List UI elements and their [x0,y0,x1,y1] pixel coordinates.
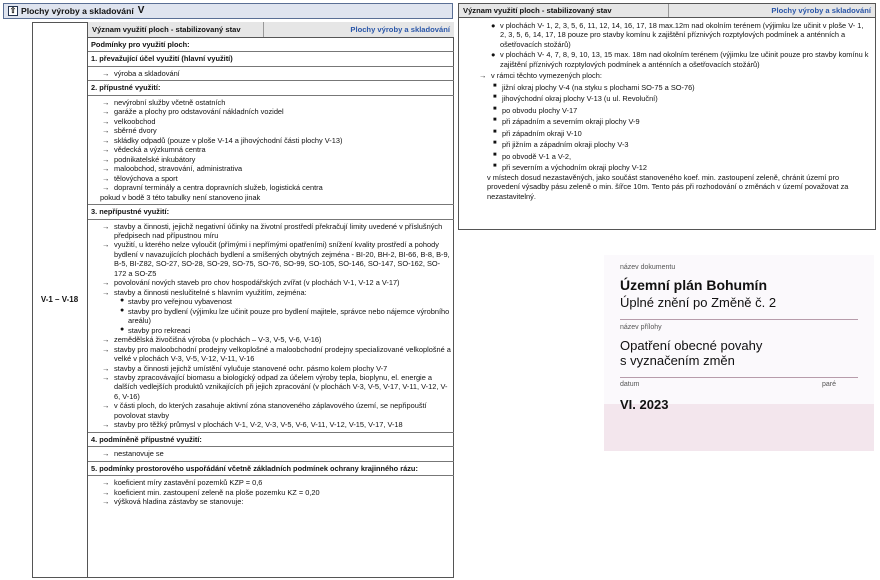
square-item: ■ při jižním a západním okraji plochy V-3 [493,140,629,150]
table-header [88,22,454,38]
bullet-icon: ● [491,21,496,30]
arrow-right-icon: → [102,478,110,488]
section-5-title: 5. podmínky prostorového uspořádání včetně základních podmínek ochrany krajinného rázu: [88,462,454,476]
arrow-right-icon: → [102,68,110,78]
arrow-right-icon: → [102,278,110,288]
list-item: → stavby a činnosti, jejichž negativní účinky na životní prostředí překračují limity uvedené v příslušných předpisech nad přípustnou míru [102,221,443,240]
square-item: ■ jižní okraj plochy V-4 (na styku s plochami SO-75 a SO-76) [493,82,695,92]
chevron-down-icon[interactable]: V [137,4,145,16]
list-item: → dopravní terminály a centra dopravních služeb, logistická centra [102,183,323,193]
arrow-right-icon: → [102,116,110,126]
arrow-right-icon: → [102,373,110,382]
bullet-item: ● stavby pro veřejnou vybavenost [120,297,232,307]
list-item: → podnikatelské inkubátory [102,154,196,164]
arrow-right-icon: → [102,487,110,497]
square-bullet-icon: ■ [493,82,497,89]
arrow-right-icon: → [102,240,110,250]
section-4-body [88,447,454,461]
bullet-icon: ● [120,306,125,314]
section-5-body [88,476,454,508]
bullet-item: ● v plochách V- 1, 2, 3, 5, 6, 11, 12, 14, 16, 17, 18 max.12m nad okolním terénem (výjimku lze učinit v ploše V- 1, 2, 3, 5, 6, 14, 17, 18 pouze pro stavby komínu k zajištění příznivých rozptylových podmínek a anténních a ošetřovacích stožárů) [491,21,864,49]
arrow-right-icon: → [102,449,110,459]
bullet-icon: ● [120,297,125,305]
square-item: ■ jihovýchodní okraj plochy V-13 (u ul. Revoluční) [493,94,658,104]
bullet-icon: ● [120,325,125,333]
list-item: → povolování nových staveb pro chov hospodářských zvířat (v plochách V-1, V-12 a V-17) [102,278,400,288]
square-bullet-icon: ■ [493,163,497,170]
section-3-title: 3. nepřípustné využití: [88,205,454,219]
left-content [88,22,454,509]
list-item: → stavby a činnosti jejichž umístění vylučuje stanovené ochr. pásmo kolem plochy V-7 [102,363,388,373]
right-table [458,3,876,230]
table-header-left: Význam využití ploch - stabilizovaný stav [88,22,264,37]
list-item: → koeficient min. zastoupení zeleně na ploše pozemku KZ = 0,20 [102,487,320,497]
arrow-right-icon: → [102,497,110,507]
square-item: ■ při severním a východním okraji plochy V-12 [493,163,648,173]
square-item: ■ při západním a severním okraji plochy V-9 [493,117,640,127]
doc-label: název dokumentu [620,264,676,271]
area-code: V-1 – V-18 [32,22,88,578]
section-3-body [88,220,454,433]
table-header-left: Význam využití ploch - stabilizovaný stav [459,4,669,17]
date-label: datum [620,381,640,388]
square-bullet-icon: ■ [493,151,497,158]
section-2-title: 2. přípustné využití: [88,81,454,95]
bullet-item: ● stavby pro bydlení (výjimku lze učinit pouze pro bydlení majitele, správce nebo nájemce výrobního areálu) [120,306,450,326]
section-tab[interactable] [3,3,453,19]
list-item: → tělovýchova a sport [102,173,178,183]
arrow-right-icon: → [102,126,110,136]
list-item: → zemědělská živočišná výroba (v plochách – V-3, V-5, V-6, V-16) [102,335,322,345]
arrow-right-icon: → [102,164,110,174]
arrow-right-icon: → [102,183,110,193]
list-item: → stavby pro maloobchodní prodejny velkoplošné a maloobchodní prodejny specializované velkoplošné a velké v plochách V-3, V-5, V-12, V-11, V-16 [102,344,451,364]
arrow-right-icon: → [102,401,110,411]
arrow-right-icon: → [102,335,110,345]
doc-subtitle: Úplné znění po Změně č. 2 [620,295,777,310]
table-header [459,4,875,18]
arrow-right-icon: → [102,173,110,183]
arrow-right-icon: → [102,420,110,430]
list-item: → výroba a skladování [102,68,180,78]
bullet-item: ● v plochách V- 4, 7, 8, 9, 10, 13, 15 max. 18m nad okolním terénem (výjimku lze učinit pouze pro stavby komínu k zajištění příznivých rozptylových podmínek a anténních a ošetřovacích stožárů) [491,50,869,69]
copy-label: paré [822,381,837,388]
table-header-right: Plochy výroby a skladování [771,5,871,15]
title-card [604,255,874,451]
right-body [459,18,875,203]
attachment-title-1: Opatření obecné povahy [620,338,763,353]
square-item: ■ po obvodu plochy V-17 [493,105,578,115]
list-item: → velkoobchod [102,116,156,126]
list-item: → vědecká a výzkumná centra [102,145,206,155]
list-item: → skládky odpadů (pouze v ploše V-14 a jihovýchodní části plochy V-13) [102,135,343,145]
arrow-right-icon: → [479,71,487,81]
date-value: VI. 2023 [620,397,669,412]
list-item: → v rámci těchto vymezených ploch: [479,71,602,81]
list-item: → stavby a činnosti neslučitelné s hlavním využitím, zejména: [102,287,307,297]
arrow-right-icon: → [102,363,110,373]
square-item: ■ při západním okraji V-10 [493,128,582,138]
attachment-label: název přílohy [620,324,662,331]
arrow-right-icon: → [102,135,110,145]
list-item: → výšková hladina zástavby se stanovuje: [102,497,244,507]
arrow-right-icon: → [102,145,110,155]
arrow-right-icon: → [102,344,110,354]
bullet-item: ● stavby pro rekreaci [120,325,191,335]
footer-text: v místech dosud nezastavěných, jako součást stanoveného koef. min. zastoupení zeleně, chránit území pro provedení výsadby pásu zeleně o min. šířce 10m. Tento pás při rozhodování o změnách v území považovat za nezastavitelný. [487,172,849,201]
list-item: → maloobchod, stravování, administrativa [102,164,243,174]
square-bullet-icon: ■ [493,94,497,101]
list-item: → garáže a plochy pro odstavování nákladních vozidel [102,107,284,117]
arrow-right-icon: → [102,97,110,107]
divider [620,377,858,378]
list-item: → stavby zpracovávající biomasu a biologický odpad za účelem výroby tepla, bioplynu, el. energie a dalších vedlejších produktů vznikajících při jejich zpracování (v plochách V-3, V-5, V-17, V-11, V-12, V-6, V-16) [102,373,448,401]
list-item: → v části ploch, do kterých zasahuje aktivní zóna stanoveného záplavového území, se nepřipouští povolovat stavby [102,401,427,420]
arrow-right-icon: → [102,221,110,231]
arrow-right-icon: → [102,107,110,117]
list-item: → využití, u kterého nelze vyloučit (přímými i nepřímými opatřeními) snížení kvality prostředí a pohody bydlení v navazujících plochách bydlení a smíšených obytných zejména - BI-20, BH-2, BI-66, B-8, B-9, B-5, BI-Z82, SO-27, SO-28, SO-29, SO-75, SO-76, SO-99, SO-105, SO-146, SO-147, SO-162, SO-172 a SO-Z5 [102,240,450,278]
square-bullet-icon: ■ [493,117,497,124]
arrow-right-icon: → [102,154,110,164]
list-item: → sběrné dvory [102,126,157,136]
conditions-title: Podmínky pro využití ploch: [88,38,454,52]
square-bullet-icon: ■ [493,140,497,147]
section-tab-title: Plochy výroby a skladování [21,5,134,16]
square-bullet-icon: ■ [493,105,497,112]
table-header-right: Plochy výroby a skladování [350,24,450,34]
list-item: → nestanovuje se [102,449,164,459]
square-item: ■ po obvodě V-1 a V-2, [493,151,572,161]
list-item: → koeficient míry zastavění pozemků KZP = 0,6 [102,478,263,488]
doc-title: Územní plán Bohumín [620,277,767,293]
section-4-title: 4. podmíněně přípustné využití: [88,433,454,447]
section-2-body [88,96,454,205]
bullet-icon: ● [491,50,496,60]
attachment-title-2: s vyznačením změn [620,353,735,368]
list-item: → stavby pro těžký průmysl v plochách V-1, V-2, V-3, V-5, V-6, V-11, V-12, V-15, V-17, V-18 [102,420,403,430]
square-bullet-icon: ■ [493,128,497,135]
section-1-body [88,67,454,81]
arrow-up-icon[interactable]: ⇧ [9,6,17,15]
note: pokud v bodě 3 této tabulky není stanoveno jinak [100,192,261,202]
list-item: → nevýrobní služby včetně ostatních [102,97,226,107]
section-1-title: 1. převažující účel využití (hlavní využití) [88,52,454,66]
divider [620,319,858,320]
arrow-right-icon: → [102,287,110,297]
